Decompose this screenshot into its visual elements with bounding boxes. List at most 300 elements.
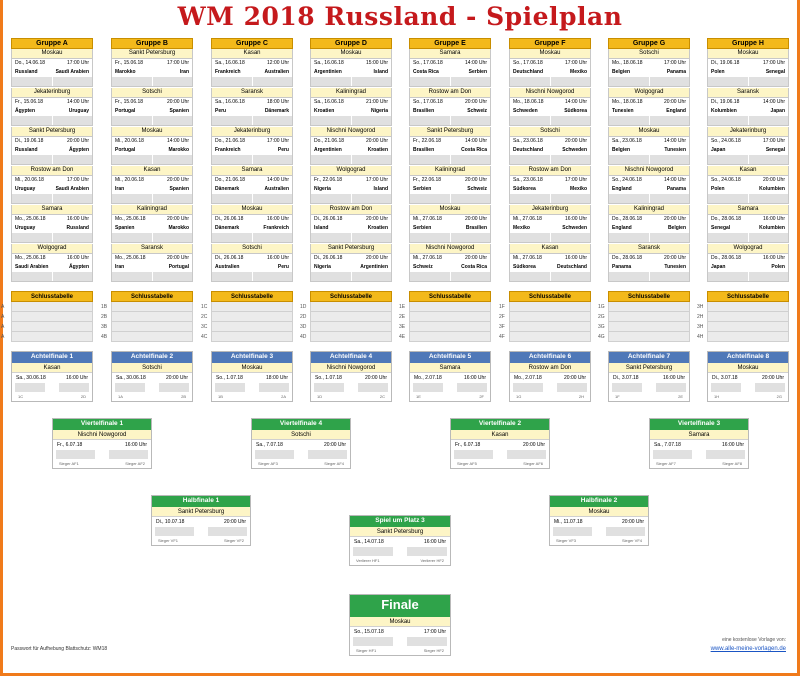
team2-field[interactable] — [259, 383, 289, 392]
team1-field[interactable] — [15, 383, 45, 392]
home-score-field[interactable] — [311, 194, 352, 203]
standings-row[interactable] — [201, 312, 293, 322]
match-teams — [707, 107, 789, 116]
home-score-field[interactable] — [410, 233, 451, 242]
team2-field[interactable] — [208, 527, 247, 536]
match-city: Sotschi — [252, 430, 350, 440]
home-team: Nigeria — [314, 264, 331, 270]
slot-2-label: 2B — [181, 394, 186, 399]
match-date: Sa., 16.06.18 — [314, 99, 344, 105]
match-datetime — [509, 215, 591, 224]
home-score-field[interactable] — [410, 77, 451, 86]
away-score-field[interactable] — [53, 77, 93, 86]
slot-labels — [350, 556, 450, 565]
group-header: Gruppe A — [11, 38, 93, 49]
away-score-field[interactable] — [650, 272, 690, 281]
match-datetime — [509, 137, 591, 146]
home-score-field[interactable] — [510, 116, 551, 125]
home-score-field[interactable] — [410, 155, 451, 164]
slot-labels — [311, 392, 391, 401]
team2-field[interactable] — [706, 450, 745, 459]
match-datetime — [111, 59, 193, 68]
standings-row[interactable] — [201, 332, 293, 342]
standings-row[interactable] — [300, 332, 392, 342]
standings-row[interactable] — [499, 332, 591, 342]
standings-row[interactable] — [300, 312, 392, 322]
away-score-field[interactable] — [352, 233, 392, 242]
match-date: Di., 19.06.18 — [15, 138, 44, 144]
team2-field[interactable] — [755, 383, 785, 392]
away-score-field[interactable] — [451, 77, 491, 86]
team1-field[interactable] — [612, 383, 642, 392]
home-team: Uruguay — [15, 225, 36, 231]
score-entry — [111, 77, 193, 87]
away-score-field[interactable] — [451, 155, 491, 164]
standings-row[interactable] — [598, 322, 690, 332]
match-teams — [707, 68, 789, 77]
team1-field[interactable] — [353, 637, 393, 646]
match-city: Kaliningrad — [310, 88, 392, 98]
match-title: Halbfinale 2 — [550, 496, 648, 507]
away-score-field[interactable] — [352, 155, 392, 164]
home-score-field[interactable] — [112, 233, 153, 242]
match-teams — [211, 146, 293, 155]
away-score-field[interactable] — [749, 272, 789, 281]
match-title: Achtelfinale 1 — [12, 352, 92, 363]
match-time: 17:00 Uhr — [664, 60, 686, 66]
home-score-field[interactable] — [112, 194, 153, 203]
standings-row[interactable] — [101, 312, 193, 322]
standings-row[interactable] — [300, 302, 392, 312]
away-score-field[interactable] — [551, 155, 591, 164]
home-score-field[interactable] — [311, 77, 352, 86]
standings-row[interactable] — [499, 302, 591, 312]
away-team: Saudi Arabien — [55, 186, 89, 192]
away-team: Spanien — [169, 186, 189, 192]
round-of-16-match — [11, 351, 93, 402]
away-score-field[interactable] — [749, 155, 789, 164]
team1-field[interactable] — [553, 527, 592, 536]
home-score-field[interactable] — [212, 194, 253, 203]
standings-row[interactable] — [201, 322, 293, 332]
home-score-field[interactable] — [112, 272, 153, 281]
match-datetime — [111, 98, 193, 107]
team2-field[interactable] — [606, 527, 645, 536]
away-score-field[interactable] — [749, 116, 789, 125]
away-score-field[interactable] — [53, 233, 93, 242]
match-teams — [211, 107, 293, 116]
home-score-field[interactable] — [212, 272, 253, 281]
match-time: 20:00 Uhr — [167, 99, 189, 105]
match-datetime — [311, 373, 391, 383]
standings-row[interactable] — [499, 312, 591, 322]
away-score-field[interactable] — [551, 116, 591, 125]
away-score-field[interactable] — [253, 233, 293, 242]
group-header: Gruppe G — [608, 38, 690, 49]
match-time: 17:00 Uhr — [565, 177, 587, 183]
away-score-field[interactable] — [53, 155, 93, 164]
home-score-field[interactable] — [609, 77, 650, 86]
match-time: 20:00 Uhr — [565, 138, 587, 144]
slot-1-label: 1H — [714, 394, 720, 399]
match-time: 18:00 Uhr — [267, 99, 289, 105]
match-time: 16:00 Uhr — [66, 375, 88, 381]
team2-field[interactable] — [656, 383, 686, 392]
match-city: Samara — [409, 49, 491, 59]
standings-row[interactable] — [1, 302, 93, 312]
standings-row[interactable] — [399, 322, 491, 332]
team1-field[interactable] — [653, 450, 692, 459]
slot-1-label: Sieger VF3 — [556, 538, 577, 543]
standings-row[interactable] — [697, 322, 789, 332]
standings-row[interactable] — [598, 312, 690, 322]
team1-field[interactable] — [255, 450, 294, 459]
group-match — [608, 205, 690, 244]
standings-row[interactable] — [1, 322, 93, 332]
away-score-field[interactable] — [749, 77, 789, 86]
match-city: Nischni Nowgorod — [409, 244, 491, 254]
home-score-field[interactable] — [311, 155, 352, 164]
match-teams — [509, 146, 591, 155]
match-date: Sa., 16.06.18 — [215, 60, 245, 66]
team1-field[interactable] — [513, 383, 543, 392]
standings-row[interactable] — [300, 322, 392, 332]
score-entry — [707, 77, 789, 87]
standings-row[interactable] — [1, 332, 93, 342]
standings-row[interactable] — [101, 332, 193, 342]
standings-row[interactable] — [399, 302, 491, 312]
match-datetime — [708, 373, 788, 383]
away-score-field[interactable] — [451, 233, 491, 242]
score-entry — [111, 155, 193, 165]
match-teams — [707, 263, 789, 272]
standings-header: Schlusstabelle — [707, 291, 789, 302]
away-score-field[interactable] — [451, 116, 491, 125]
home-team: Kroatien — [314, 108, 335, 114]
home-score-field[interactable] — [311, 233, 352, 242]
standings-row[interactable] — [697, 312, 789, 322]
home-score-field[interactable] — [510, 155, 551, 164]
standings-row[interactable] — [399, 312, 491, 322]
away-score-field[interactable] — [352, 77, 392, 86]
group-match — [409, 166, 491, 205]
match-city: Moskau — [409, 205, 491, 215]
away-score-field[interactable] — [749, 233, 789, 242]
away-score-field[interactable] — [53, 272, 93, 281]
team2-field[interactable] — [507, 450, 546, 459]
slot-1-label: 1G — [516, 394, 522, 399]
home-score-field[interactable] — [708, 116, 749, 125]
home-score-field[interactable] — [708, 272, 749, 281]
match-teams — [11, 185, 93, 194]
away-score-field[interactable] — [451, 272, 491, 281]
away-score-field[interactable] — [352, 272, 392, 281]
home-score-field[interactable] — [510, 272, 551, 281]
home-score-field[interactable] — [708, 77, 749, 86]
home-score-field[interactable] — [410, 194, 451, 203]
away-score-field[interactable] — [153, 272, 193, 281]
standings-row[interactable] — [1, 312, 93, 322]
away-score-field[interactable] — [53, 194, 93, 203]
standings-header: Schlusstabelle — [11, 291, 93, 302]
match-date: Do., 28.06.18 — [612, 216, 643, 222]
away-score-field[interactable] — [650, 194, 690, 203]
match-teams — [509, 185, 591, 194]
standings-row[interactable] — [598, 332, 690, 342]
match-title: Viertelfinale 2 — [451, 419, 549, 430]
slot-2-label: 2F — [479, 394, 484, 399]
away-score-field[interactable] — [253, 155, 293, 164]
team2-field[interactable] — [159, 383, 189, 392]
away-score-field[interactable] — [551, 194, 591, 203]
away-score-field[interactable] — [352, 194, 392, 203]
away-score-field[interactable] — [53, 116, 93, 125]
match-title: Achtelfinale 7 — [609, 352, 689, 363]
match-teams — [409, 107, 491, 116]
match-city: Saransk — [608, 244, 690, 254]
standings-row[interactable] — [399, 332, 491, 342]
away-score-field[interactable] — [253, 194, 293, 203]
home-team: Marokko — [115, 69, 136, 75]
match-datetime — [409, 137, 491, 146]
team1-field[interactable] — [711, 383, 741, 392]
team1-field[interactable] — [115, 383, 145, 392]
score-entry — [353, 547, 447, 556]
score-entry — [608, 272, 690, 282]
match-datetime — [212, 373, 292, 383]
score-entry — [310, 194, 392, 204]
team1-field[interactable] — [454, 450, 493, 459]
home-team: Saudi Arabien — [15, 264, 49, 270]
home-score-field[interactable] — [609, 155, 650, 164]
standings-rank-label: 1C — [201, 304, 208, 310]
home-score-field[interactable] — [12, 272, 53, 281]
standings-rank-label: 1G — [598, 304, 605, 310]
away-score-field[interactable] — [153, 155, 193, 164]
match-date: Di., 26.06.18 — [215, 255, 244, 261]
away-score-field[interactable] — [551, 233, 591, 242]
away-score-field[interactable] — [153, 233, 193, 242]
match-datetime — [211, 176, 293, 185]
score-entry — [409, 194, 491, 204]
home-score-field[interactable] — [12, 77, 53, 86]
match-teams — [310, 224, 392, 233]
slot-labels — [510, 392, 590, 401]
match-city: Sankt Petersburg — [310, 244, 392, 254]
match-datetime — [211, 254, 293, 263]
group-match — [608, 127, 690, 166]
home-score-field[interactable] — [212, 116, 253, 125]
match-city: Sotschi — [111, 88, 193, 98]
home-score-field[interactable] — [609, 194, 650, 203]
standings-rank-label: 4E — [399, 334, 406, 340]
standings-row[interactable] — [101, 302, 193, 312]
home-score-field[interactable] — [112, 77, 153, 86]
match-teams — [509, 224, 591, 233]
score-entry — [509, 77, 591, 87]
away-score-field[interactable] — [253, 272, 293, 281]
standings-row[interactable] — [598, 302, 690, 312]
match-teams — [707, 146, 789, 155]
match-datetime — [310, 137, 392, 146]
match-time: 20:00 Uhr — [224, 519, 246, 525]
standings-row[interactable] — [697, 302, 789, 312]
home-team: Polen — [711, 186, 725, 192]
match-teams — [310, 68, 392, 77]
team2-field[interactable] — [308, 450, 347, 459]
home-score-field[interactable] — [311, 272, 352, 281]
standings-row[interactable] — [697, 332, 789, 342]
home-score-field[interactable] — [212, 155, 253, 164]
match-city: Wolgograd — [11, 244, 93, 254]
match-date: Mi., 11.07.18 — [554, 519, 583, 525]
home-score-field[interactable] — [112, 116, 153, 125]
score-entry — [111, 272, 193, 282]
away-score-field[interactable] — [153, 77, 193, 86]
match-city: Sankt Petersburg — [152, 507, 250, 517]
home-score-field[interactable] — [708, 155, 749, 164]
match-time: 20:00 Uhr — [763, 177, 785, 183]
team2-field[interactable] — [407, 637, 447, 646]
home-score-field[interactable] — [708, 194, 749, 203]
away-score-field[interactable] — [153, 194, 193, 203]
home-score-field[interactable] — [510, 233, 551, 242]
match-time: 20:00 Uhr — [366, 255, 388, 261]
standings-row[interactable] — [201, 302, 293, 312]
home-team: Island — [314, 225, 329, 231]
home-team: Südkorea — [513, 186, 536, 192]
standings-rank-label: 2D — [300, 314, 307, 320]
match-city: Moskau — [310, 49, 392, 59]
match-city: Saransk — [211, 88, 293, 98]
home-score-field[interactable] — [410, 116, 451, 125]
home-score-field[interactable] — [510, 194, 551, 203]
home-score-field[interactable] — [212, 233, 253, 242]
team2-field[interactable] — [557, 383, 587, 392]
home-score-field[interactable] — [609, 233, 650, 242]
match-date: Fr., 6.07.18 — [57, 442, 83, 448]
home-score-field[interactable] — [410, 272, 451, 281]
team2-field[interactable] — [358, 383, 388, 392]
group-match — [409, 205, 491, 244]
match-city: Rostow am Don — [11, 166, 93, 176]
semifinal-match — [549, 495, 649, 546]
match-city: Moskau — [212, 363, 292, 373]
team1-field[interactable] — [353, 547, 393, 556]
away-score-field[interactable] — [650, 233, 690, 242]
home-score-field[interactable] — [12, 116, 53, 125]
score-entry — [211, 233, 293, 243]
match-time: 20:00 Uhr — [465, 216, 487, 222]
home-score-field[interactable] — [708, 233, 749, 242]
home-score-field[interactable] — [12, 233, 53, 242]
standings-rank-label: 4G — [598, 334, 605, 340]
team1-field[interactable] — [314, 383, 344, 392]
match-date: Mi., 27.06.18 — [513, 216, 542, 222]
home-team: Peru — [215, 108, 227, 114]
group-header: Gruppe C — [211, 38, 293, 49]
standings-rank-label: A — [1, 334, 5, 340]
away-score-field[interactable] — [551, 77, 591, 86]
group-match — [211, 88, 293, 127]
match-date: Mi., 20.06.18 — [15, 177, 44, 183]
team1-field[interactable] — [56, 450, 95, 459]
away-score-field[interactable] — [749, 194, 789, 203]
match-time: 14:00 Uhr — [465, 138, 487, 144]
match-city: Wolgograd — [310, 166, 392, 176]
home-score-field[interactable] — [311, 116, 352, 125]
home-score-field[interactable] — [112, 155, 153, 164]
match-city: Moskau — [707, 49, 789, 59]
match-time: 20:00 Uhr — [365, 375, 387, 381]
team2-field[interactable] — [407, 547, 447, 556]
home-score-field[interactable] — [12, 194, 53, 203]
team1-field[interactable] — [215, 383, 245, 392]
team1-field[interactable] — [155, 527, 194, 536]
away-score-field[interactable] — [650, 116, 690, 125]
match-date: So., 1.07.18 — [315, 375, 342, 381]
away-score-field[interactable] — [253, 116, 293, 125]
home-score-field[interactable] — [609, 116, 650, 125]
score-entry — [310, 77, 392, 87]
match-teams — [608, 107, 690, 116]
standings-row[interactable] — [499, 322, 591, 332]
match-datetime — [211, 59, 293, 68]
match-time: 21:00 Uhr — [366, 99, 388, 105]
standings-header: Schlusstabelle — [310, 291, 392, 302]
away-score-field[interactable] — [153, 116, 193, 125]
home-team: Dänemark — [215, 225, 240, 231]
match-date: Do., 28.06.18 — [711, 216, 742, 222]
match-datetime — [510, 373, 590, 383]
team2-field[interactable] — [109, 450, 148, 459]
away-score-field[interactable] — [451, 194, 491, 203]
standings-rank-label: 3E — [399, 324, 406, 330]
round-of-16-match — [608, 351, 690, 402]
standings-row[interactable] — [101, 322, 193, 332]
standings-rank-label: 2C — [201, 314, 208, 320]
away-team: Mexiko — [570, 69, 587, 75]
away-team: Schweden — [562, 147, 587, 153]
match-title: Viertelfinale 1 — [53, 419, 151, 430]
group-match — [111, 166, 193, 205]
away-team: Ägypten — [69, 147, 89, 153]
score-entry — [409, 155, 491, 165]
away-score-field[interactable] — [650, 155, 690, 164]
home-score-field[interactable] — [212, 77, 253, 86]
match-date: Di., 26.06.18 — [314, 216, 343, 222]
match-time: 14:00 Uhr — [664, 138, 686, 144]
match-datetime — [310, 215, 392, 224]
match-teams — [409, 68, 491, 77]
team1-field[interactable] — [413, 383, 443, 392]
match-city: Moskau — [708, 363, 788, 373]
team2-field[interactable] — [59, 383, 89, 392]
template-link[interactable]: www.alle-meine-vorlagen.de — [710, 646, 786, 652]
home-score-field[interactable] — [510, 77, 551, 86]
home-score-field[interactable] — [609, 272, 650, 281]
match-date: Mo., 18.06.18 — [612, 60, 643, 66]
away-score-field[interactable] — [352, 116, 392, 125]
match-time: 20:00 Uhr — [664, 216, 686, 222]
away-score-field[interactable] — [650, 77, 690, 86]
team2-field[interactable] — [457, 383, 487, 392]
away-score-field[interactable] — [551, 272, 591, 281]
match-city: Moskau — [11, 49, 93, 59]
match-date: Do., 21.06.18 — [215, 138, 246, 144]
home-score-field[interactable] — [12, 155, 53, 164]
away-score-field[interactable] — [253, 77, 293, 86]
